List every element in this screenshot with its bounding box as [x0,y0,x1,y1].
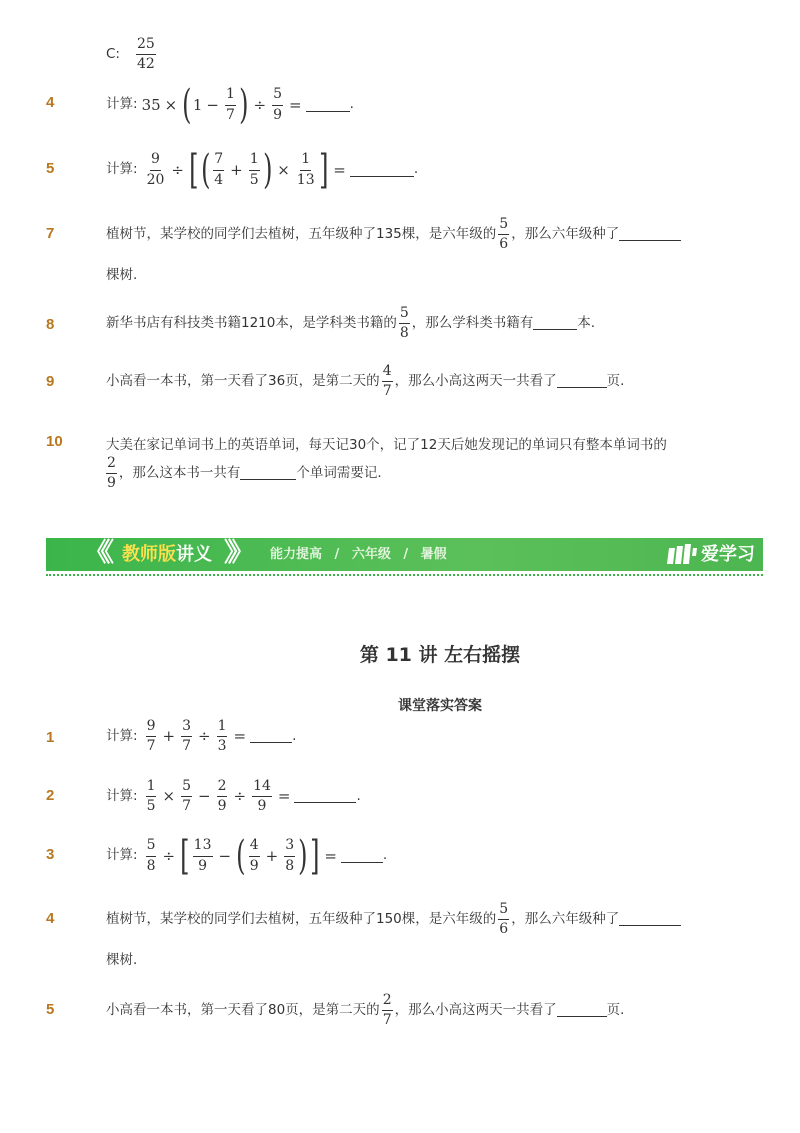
fraction: $\frac{2}{7}$ [382,992,392,1029]
right-bracket: ] [318,147,329,193]
left-bracket: [ [180,833,190,879]
question-10-line1: 大美在家记单词书上的英语单词，每天记30个，记了12天后她发现记的单词只有整本单词书的 [106,437,667,453]
question-number: 1 [46,729,55,746]
question-number: 4 [46,910,55,927]
answer-blank[interactable] [341,850,383,863]
question-9-text: 小高看一本书，第一天看了36页，是第二天的 $\frac{4}{7}$ ，那么小高这两天一共看了 页. [106,363,625,400]
fraction: $\frac{4}{9}$ [249,837,259,874]
left-bracket: [ [189,147,199,193]
answer-blank[interactable] [533,317,577,330]
option-c [106,37,158,73]
question-number: 7 [46,225,55,242]
section-banner [46,538,763,571]
fraction: $\frac{13}{9}$ [193,837,212,874]
answer-blank[interactable] [240,467,296,480]
question-4-text: 植树节，某学校的同学们去植树，五年级种了150棵，是六年级的 $\frac{5}{6}$ ，那么六年级种了 [106,902,681,938]
question-number: 4 [46,94,55,111]
fraction: $\frac{1}{7}$ [225,86,235,123]
fraction: $\frac{2}{9}$ [217,778,227,815]
fraction: $\frac{1}{5}$ [249,151,259,188]
fraction: $\frac{5}{9}$ [273,86,282,123]
fraction: $\frac{5}{7}$ [182,778,191,815]
right-paren: ) [239,82,249,128]
question-7-line2: 棵树. [106,267,138,283]
fraction: $\frac{4}{7}$ [382,363,392,400]
fraction: $\frac{7}{4}$ [214,151,224,188]
answer-blank[interactable] [250,730,292,743]
fraction: $\frac{5}{8}$ [146,837,156,874]
question-3-expression: 计算: $\frac{5}{8}$ ÷ [ $\frac{13}{9}$ − ( $\frac{4}{9}$ + $\frac{3}{8}$ ) ] = . [106,833,388,879]
section-title: 课堂落实答案 [398,698,482,714]
fraction: $\frac{1}{13}$ [296,151,315,188]
fraction: $\frac{9}{20}$ [146,151,165,188]
question-number: 10 [46,433,63,450]
question-number: 3 [46,846,55,863]
chevrons-right-icon: 》》 [224,538,246,568]
answer-blank[interactable] [557,375,607,388]
left-paren: ( [236,833,246,879]
answer-blank[interactable] [350,164,414,177]
brand-logo-icon [667,544,697,566]
question-8-text: 新华书店有科技类书籍1210本，是学科类书籍的 $\frac{5}{8}$ ，那么学科类书籍有 本. [106,305,596,342]
option-label: C: [106,46,120,63]
question-4-line2: 棵树. [106,952,138,968]
answer-blank[interactable] [557,1004,607,1017]
answer-blank[interactable] [619,228,681,241]
fraction: $\frac{2}{9}$ [107,455,116,492]
answer-blank[interactable] [294,790,356,803]
breadcrumb: 能力提高 / 六年级 / 暑假 [270,547,447,562]
right-bracket: ] [309,833,320,879]
question-5-expression: 计算: $\frac{9}{20}$ ÷ [ ( $\frac{7}{4}$ + $\frac{1}{5}$ ) × $\frac{1}{13}$ ] = . [106,147,419,193]
answer-blank[interactable] [306,99,350,112]
question-number: 8 [46,316,55,333]
right-paren: ) [298,833,308,879]
fraction: $\frac{5}{6}$ [499,901,509,938]
right-paren: ) [262,147,273,193]
fraction: $\frac{1}{3}$ [217,718,227,755]
banner-divider [46,574,763,576]
answer-blank[interactable] [619,913,681,926]
fraction: $\frac{25}{42}$ [136,36,155,73]
brand-logo: 爱学习 [667,538,755,571]
fraction: $\frac{5}{6}$ [499,216,509,253]
question-2-expression: 计算: $\frac{1}{5}$ × $\frac{5}{7}$ − $\frac{2}{9}$ ÷ $\frac{14}{9}$ = . [106,778,361,815]
fraction: $\frac{3}{7}$ [182,718,191,755]
chevrons-left-icon: 《《 [84,538,106,568]
question-number: 2 [46,787,55,804]
question-1-expression: 计算: $\frac{9}{7}$ + $\frac{3}{7}$ ÷ $\frac{1}{3}$ = . [106,718,297,755]
fraction: $\frac{9}{7}$ [146,718,156,755]
fraction: $\frac{1}{5}$ [146,778,156,815]
question-7-text: 植树节，某学校的同学们去植树，五年级种了135棵，是六年级的 $\frac{5}{6}$ ，那么六年级种了 [106,217,681,253]
question-number: 5 [46,1001,55,1018]
question-number: 5 [46,160,55,177]
question-4-expression: 计算: 35 × ( 1 − $\frac{1}{7}$ ) ÷ $\frac{5}{9}$ = . [106,82,354,128]
left-paren: ( [182,82,192,128]
banner-title: 教师版讲义 [122,544,212,565]
fraction: $\frac{14}{9}$ [253,778,271,815]
question-5-text: 小高看一本书，第一天看了80页，是第二天的 $\frac{2}{7}$ ，那么小高这两天一共看了 页. [106,992,625,1029]
fraction: $\frac{5}{8}$ [399,305,409,342]
question-10-line2: $\frac{2}{9}$ ，那么这本书一共有 个单词需要记. [107,455,382,492]
lecture-title: 第 11 讲 左右摇摆 [359,644,521,666]
left-paren: ( [200,147,211,193]
question-number: 9 [46,373,55,390]
fraction: $\frac{3}{8}$ [285,837,295,874]
